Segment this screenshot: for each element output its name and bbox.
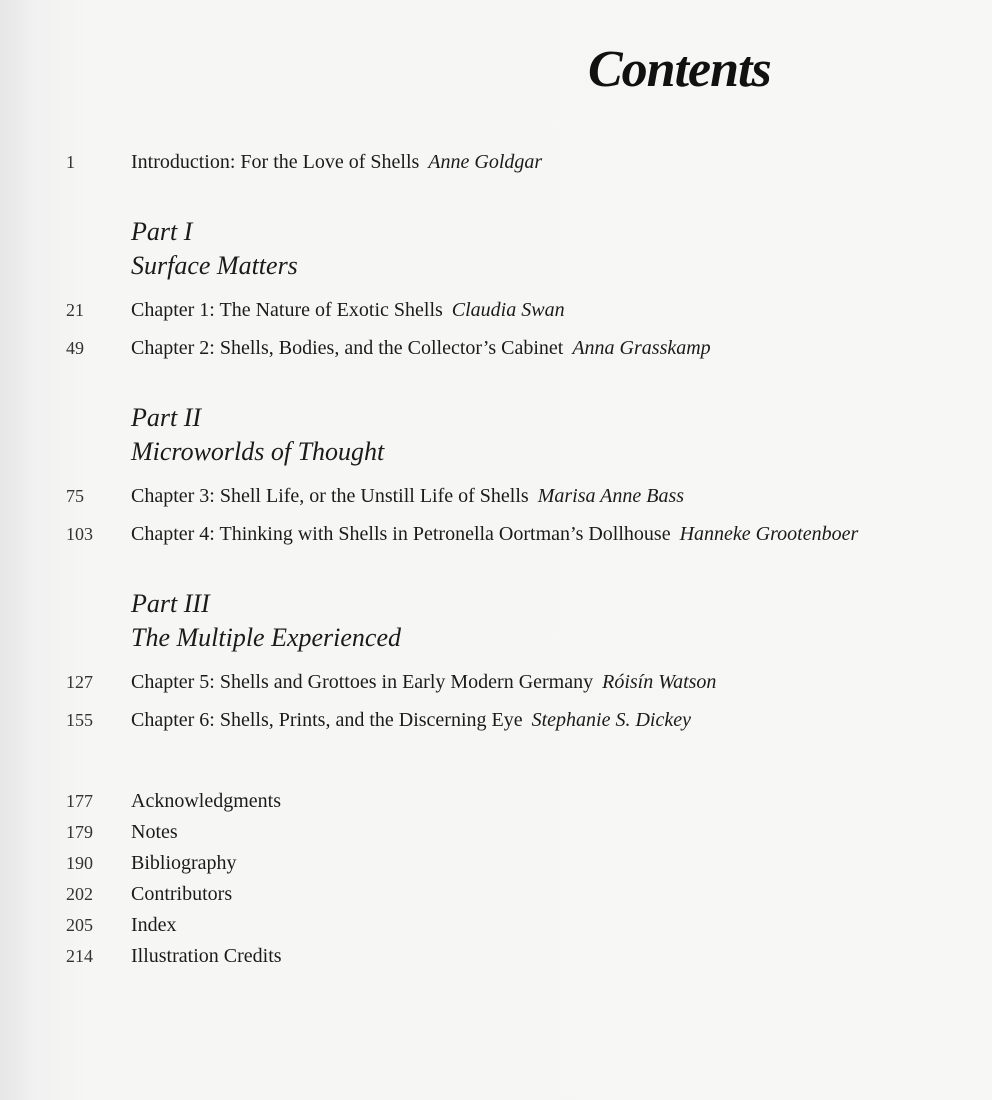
entry-author: Róisín Watson (602, 671, 717, 693)
entry-title: Chapter 2: Shells, Bodies, and the Collector’s Cabinet (131, 337, 564, 359)
toc-entry-illustration-credits[interactable] (0, 942, 992, 970)
part-label: Part II (131, 403, 202, 432)
toc-entry-bibliography[interactable] (0, 849, 992, 877)
page-title: Contents (588, 41, 771, 98)
page-number: 49 (66, 338, 84, 358)
page-number: 205 (66, 915, 93, 935)
entry-author: Claudia Swan (451, 299, 565, 321)
entry-title: Notes (131, 821, 178, 843)
toc-entry-contributors[interactable] (0, 880, 992, 908)
entry-title: Contributors (131, 883, 233, 905)
toc-entry-chapter-1[interactable] (0, 296, 992, 324)
toc-entry-chapter-2[interactable] (0, 334, 992, 362)
part-subtitle: The Multiple Experienced (131, 623, 402, 652)
part-subtitle: Surface Matters (131, 251, 298, 280)
page-number: 214 (66, 946, 93, 966)
entry-author: Hanneke Grootenboer (679, 523, 859, 545)
toc-entry-chapter-5[interactable] (0, 668, 992, 696)
entry-text (131, 520, 858, 548)
page-number: 179 (66, 822, 93, 842)
toc-entry-acknowledgments[interactable] (0, 787, 992, 815)
toc-entry-chapter-6[interactable] (0, 706, 992, 734)
entry-text (131, 706, 691, 734)
toc-entry-introduction[interactable] (0, 148, 992, 176)
entry-title: Bibliography (131, 852, 237, 874)
page-number: 202 (66, 884, 93, 904)
part-label: Part III (131, 589, 210, 618)
page-number: 21 (66, 300, 84, 320)
page-number: 75 (66, 486, 84, 506)
entry-title: Chapter 3: Shell Life, or the Unstill Life of Shells (131, 485, 529, 507)
part-subtitle: Microworlds of Thought (131, 437, 385, 466)
page-number: 1 (66, 152, 75, 172)
entry-text (131, 482, 684, 510)
page-number: 177 (66, 791, 93, 811)
entry-title: Chapter 5: Shells and Grottoes in Early Modern Germany (131, 671, 594, 693)
entry-text (131, 668, 716, 696)
entry-author: Anne Goldgar (428, 151, 543, 173)
entry-title: Illustration Credits (131, 945, 282, 967)
page-number: 155 (66, 710, 93, 730)
entry-title: Chapter 6: Shells, Prints, and the Discerning Eye (131, 709, 523, 731)
toc-entry-chapter-3[interactable] (0, 482, 992, 510)
entry-title: Acknowledgments (131, 790, 281, 812)
toc-entry-notes[interactable] (0, 818, 992, 846)
part-label: Part I (131, 217, 193, 246)
page-number: 127 (66, 672, 93, 692)
page-number: 190 (66, 853, 93, 873)
page-number: 103 (66, 524, 93, 544)
entry-title: Introduction: For the Love of Shells (131, 151, 420, 173)
entry-title: Chapter 1: The Nature of Exotic Shells (131, 299, 443, 321)
toc-entry-chapter-4[interactable] (0, 520, 992, 548)
entry-text (131, 296, 565, 324)
entry-author: Anna Grasskamp (572, 337, 711, 359)
toc-entry-index[interactable] (0, 911, 992, 939)
entry-text (131, 148, 542, 176)
entry-author: Marisa Anne Bass (537, 485, 685, 507)
entry-text (131, 334, 711, 362)
entry-author: Stephanie S. Dickey (531, 709, 691, 731)
entry-title: Index (131, 914, 177, 936)
entry-title: Chapter 4: Thinking with Shells in Petronella Oortman’s Dollhouse (131, 523, 671, 545)
